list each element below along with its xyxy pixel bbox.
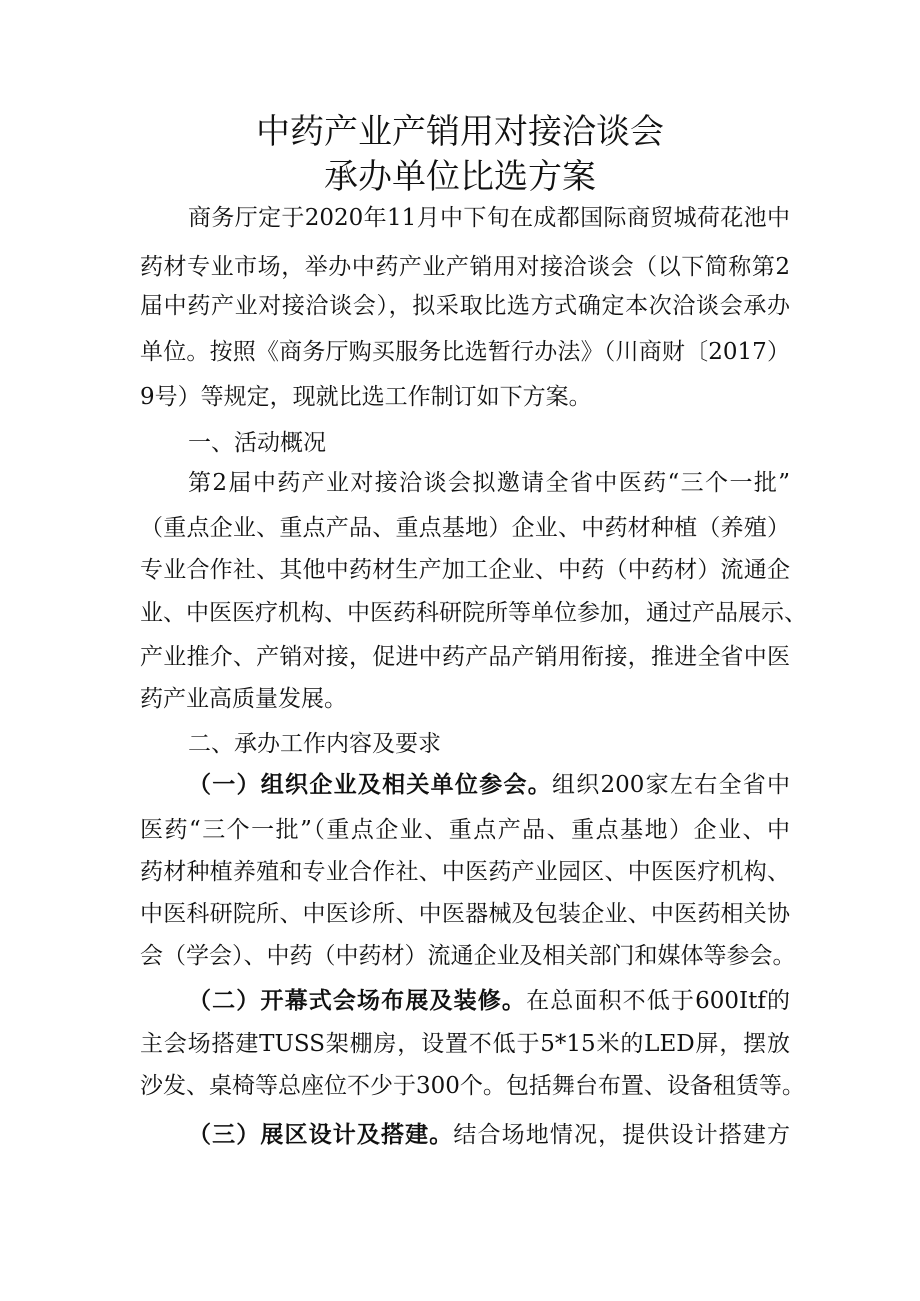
item1-line: 中医科研院所、中医诊所、中医器械及包装企业、中医药相关协 [140,901,790,927]
intro-line: 9号）等规定，现就比选工作制订如下方案。 [140,384,592,410]
item3-lead: （三）展区设计及搭建。 [188,1122,454,1148]
document-title-line1: 中药产业产销用对接洽谈会 [256,112,664,152]
item1-lead: （一）组织企业及相关单位参会。 [188,772,552,798]
intro-line: 药材专业市场，举办中药产业产销用对接洽谈会（以下简称第2 [140,254,790,280]
intro-line: 届中药产业对接洽谈会），拟采取比选方式确定本次洽谈会承办 [140,293,790,319]
section1-line: 产业推介、产销对接，促进中药产品产销用衔接，推进全省中医 [140,644,790,670]
item1-line: 医药“三个一批”（重点企业、重点产品、重点基地）企业、中 [140,817,790,843]
item1-first-line [188,769,790,801]
section1-line: （重点企业、重点产品、重点基地）企业、中药材种植（养殖） [140,515,790,541]
item3-first-line [188,1119,790,1151]
item1-line: 药材种植养殖和专业合作社、中医药产业园区、中医医疗机构、 [140,859,790,885]
item2-first-line [188,985,790,1017]
section1-line: 第2届中药产业对接洽谈会拟邀请全省中医药“三个一批” [188,470,790,496]
section1-line: 专业合作社、其他中药材生产加工企业、中药（中药材）流通企 [140,557,790,583]
section1-line: 药产业高质量发展。 [140,686,347,712]
intro-line: 商务厅定于2020年11月中下旬在成都国际商贸城荷花池中 [188,205,790,231]
item2-line: 主会场搭建TUSS架棚房，设置不低于5*15米的LED屏，摆放 [140,1031,790,1057]
item3-first-rest: 结合场地情况，提供设计搭建方 [453,1122,790,1148]
intro-line: 单位。按照《商务厅购买服务比选暂行办法》（川商财〔2017） [140,339,790,365]
item1-first-rest: 组织200家左右全省中 [551,772,791,798]
item2-first-rest: 在总面积不低于600Itf的 [526,988,791,1014]
item2-line: 沙发、桌椅等总座位不少于300个。包括舞台布置、设备租赁等。 [140,1073,805,1099]
section1-line: 业、中医医疗机构、中医药科研院所等单位参加，通过产品展示、 [140,600,807,626]
section-heading-work-requirements: 二、承办工作内容及要求 [188,731,441,757]
item2-lead: （二）开幕式会场布展及装修。 [188,988,527,1014]
item1-line: 会（学会）、中药（中药材）流通企业及相关部门和媒体等参会。 [140,943,796,969]
section-heading-activity-overview: 一、活动概况 [188,430,326,456]
document-title-line2: 承办单位比选方案 [324,157,596,197]
